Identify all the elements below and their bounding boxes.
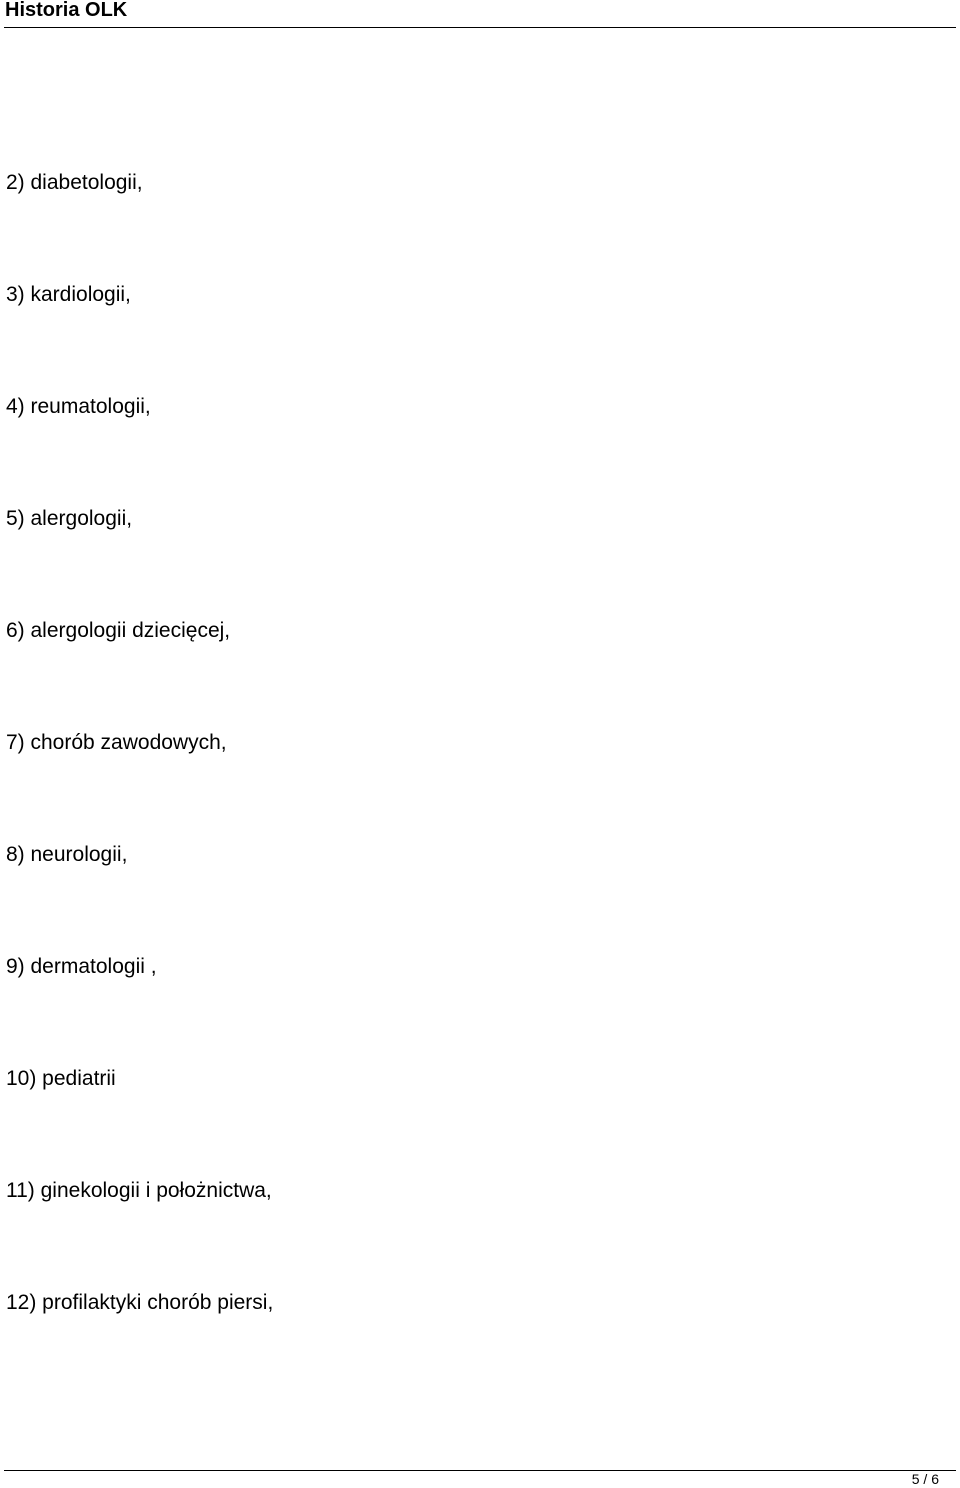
list-item: 12) profilaktyki chorób piersi, [6, 1291, 274, 1314]
page-title: Historia OLK [5, 0, 128, 21]
page-footer [4, 1470, 956, 1488]
list-item: 8) neurologii, [6, 843, 128, 866]
page-number: 5 / 6 [911, 1471, 939, 1487]
list-item: 10) pediatrii [6, 1067, 116, 1090]
list-item: 2) diabetologii, [6, 171, 143, 194]
list-item: 7) chorób zawodowych, [6, 731, 227, 754]
list-item: 5) alergologii, [6, 507, 133, 530]
list-item: 3) kardiologii, [6, 283, 131, 306]
list-item: 6) alergologii dziecięcej, [6, 619, 231, 642]
list-item: 4) reumatologii, [6, 395, 151, 418]
list-item: 11) ginekologii i położnictwa, [6, 1179, 272, 1202]
list-item: 9) dermatologii , [6, 955, 157, 978]
